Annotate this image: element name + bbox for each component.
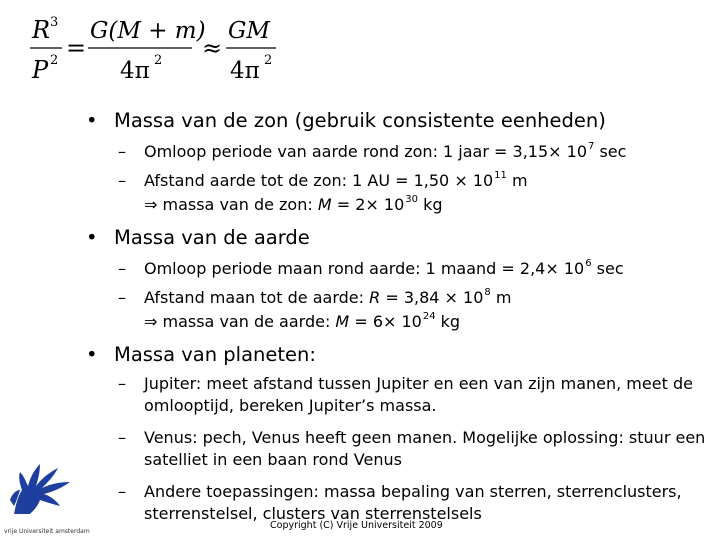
exponent: 11 [494, 170, 507, 181]
item-unit: sec [594, 142, 627, 161]
result-variable: M [335, 312, 350, 331]
result-text: massa van de aarde: [157, 312, 336, 331]
bullet-heading: Massa van de aarde [114, 226, 310, 249]
implies-icon: ⇒ [144, 195, 158, 214]
item-text: Afstand maan tot de aarde: [144, 288, 370, 307]
item-variable: R [369, 288, 381, 307]
bullet-marker: • [86, 109, 98, 132]
formula-lhs-numerator-exponent: 3 [50, 15, 59, 30]
logo-caption: vrije Universiteit amsterdam [4, 528, 90, 535]
result-unit: kg [418, 195, 443, 214]
item-text: Andere toepassingen: massa bepaling van sterren, sterrenclusters, sterrenstelsel, clusters van sterrenstelsels [144, 482, 682, 523]
bullet-heading: Massa van de zon (gebruik consistente eenheden) [114, 109, 606, 132]
implies-icon: ⇒ [144, 312, 158, 331]
copyright-text: Copyright (C) Vrije Universiteit 2009 [270, 520, 443, 531]
dash-marker: – [118, 171, 126, 190]
formula-lhs-denominator: P [32, 56, 49, 84]
dash-marker: – [118, 142, 126, 161]
item-unit: sec [591, 259, 624, 278]
formula-rhs-numerator: GM [228, 18, 270, 44]
item-unit: m [490, 288, 512, 307]
result-line [144, 311, 460, 333]
dash-marker: – [118, 482, 126, 501]
formula-lhs-denominator-exponent: 2 [50, 53, 59, 68]
formula-rhs-denominator-exponent: 2 [264, 53, 273, 68]
item-text: Omloop periode van aarde rond zon: 1 jaar = 3,15× 10 [144, 142, 587, 161]
bullet-marker: • [86, 226, 98, 249]
dash-marker: – [118, 374, 126, 393]
kepler-formula [20, 14, 290, 86]
result-text: massa van de zon: [157, 195, 318, 214]
result-value: = 6× 10 [349, 312, 422, 331]
item-text: Afstand aarde tot de zon: 1 AU = 1,50 × 10 [144, 171, 494, 190]
result-variable: M [317, 195, 332, 214]
university-logo-icon [6, 460, 76, 516]
exponent: 30 [405, 194, 418, 205]
formula-rhs-denominator: 4π [230, 58, 260, 84]
result-line [144, 194, 443, 216]
item-value: = 3,84 × 10 [380, 288, 484, 307]
dash-marker: – [118, 428, 126, 447]
item-unit: m [506, 171, 528, 190]
bullet-marker: • [86, 343, 98, 366]
formula-mid-denominator: 4π [120, 58, 150, 84]
formula-mid-denominator-exponent: 2 [154, 53, 163, 68]
dash-marker: – [118, 288, 126, 307]
item-text: Omloop periode maan rond aarde: 1 maand = 2,4× 10 [144, 259, 585, 278]
item-text: Jupiter: meet afstand tussen Jupiter en een van zijn manen, meet de omlooptijd, bereken Jupiter’s massa. [144, 374, 693, 415]
exponent: 7 [588, 141, 595, 152]
result-value: = 2× 10 [331, 195, 405, 214]
approx-sign: ≈ [202, 34, 223, 62]
formula-lhs-numerator: R [32, 16, 51, 44]
dash-marker: – [118, 259, 126, 278]
equals-sign: = [66, 34, 87, 62]
formula-mid-numerator: G(M + m) [90, 18, 206, 44]
exponent: 8 [484, 287, 491, 298]
result-unit: kg [435, 312, 461, 331]
exponent: 24 [422, 311, 436, 322]
bullet-heading: Massa van planeten: [114, 343, 316, 366]
item-text: Venus: pech, Venus heeft geen manen. Mogelijke oplossing: stuur een satelliet in een baan rond Venus [144, 428, 706, 469]
exponent: 6 [585, 258, 592, 269]
